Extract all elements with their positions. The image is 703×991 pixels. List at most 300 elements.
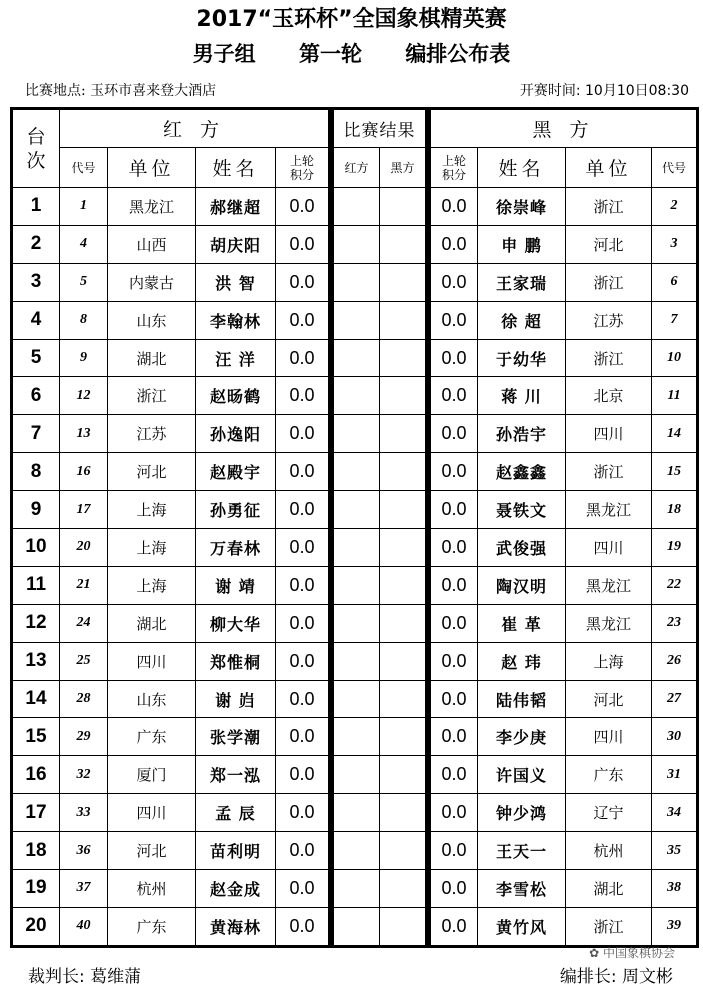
table-number: 16 bbox=[12, 756, 60, 794]
chief-judge-text: 裁判长: 葛维蒲 bbox=[28, 967, 142, 987]
black-score: 0.0 bbox=[430, 642, 478, 680]
red-code: 1 bbox=[60, 188, 108, 226]
result-row bbox=[333, 832, 427, 870]
table-number: 5 bbox=[12, 339, 60, 377]
table-number: 6 bbox=[12, 377, 60, 415]
black-code: 7 bbox=[652, 301, 698, 339]
red-prev-score-header-text: 上轮积分 bbox=[290, 153, 315, 182]
black-code-header: 代号 bbox=[652, 148, 698, 188]
red-unit: 黑龙江 bbox=[108, 188, 196, 226]
red-score: 0.0 bbox=[276, 718, 330, 756]
black-result-cell bbox=[380, 756, 427, 794]
black-name: 赵鑫鑫 bbox=[478, 453, 566, 491]
black-result-cell bbox=[380, 529, 427, 567]
black-code: 27 bbox=[652, 680, 698, 718]
red-side-table bbox=[10, 107, 331, 948]
black-unit: 黑龙江 bbox=[566, 604, 652, 642]
table-number: 8 bbox=[12, 453, 60, 491]
red-code: 40 bbox=[60, 907, 108, 946]
table-number: 10 bbox=[12, 529, 60, 567]
red-result-cell bbox=[333, 756, 380, 794]
black-result-cell bbox=[380, 642, 427, 680]
red-result-cell bbox=[333, 604, 380, 642]
table-number: 19 bbox=[12, 870, 60, 908]
red-code: 37 bbox=[60, 870, 108, 908]
black-code: 35 bbox=[652, 832, 698, 870]
black-name: 申 鹏 bbox=[478, 225, 566, 263]
result-row bbox=[333, 794, 427, 832]
table-row bbox=[12, 756, 330, 794]
black-code: 15 bbox=[652, 453, 698, 491]
table-row bbox=[430, 832, 698, 870]
table-row bbox=[430, 339, 698, 377]
red-unit: 江苏 bbox=[108, 415, 196, 453]
red-code: 12 bbox=[60, 377, 108, 415]
red-unit: 四川 bbox=[108, 794, 196, 832]
red-code: 28 bbox=[60, 680, 108, 718]
result-row bbox=[333, 718, 427, 756]
red-result-cell bbox=[333, 680, 380, 718]
red-result-cell bbox=[333, 225, 380, 263]
black-result-cell bbox=[380, 415, 427, 453]
result-row bbox=[333, 604, 427, 642]
red-name: 李翰林 bbox=[196, 301, 276, 339]
table-row bbox=[12, 566, 330, 604]
black-unit: 杭州 bbox=[566, 832, 652, 870]
red-result-cell bbox=[333, 832, 380, 870]
black-unit: 江苏 bbox=[566, 301, 652, 339]
red-unit: 湖北 bbox=[108, 604, 196, 642]
red-unit: 河北 bbox=[108, 453, 196, 491]
red-score: 0.0 bbox=[276, 680, 330, 718]
table-row bbox=[430, 642, 698, 680]
black-unit: 浙江 bbox=[566, 188, 652, 226]
red-code: 36 bbox=[60, 832, 108, 870]
black-name: 钟少鸿 bbox=[478, 794, 566, 832]
result-row bbox=[333, 339, 427, 377]
table-number: 9 bbox=[12, 491, 60, 529]
group-label: 男子组 bbox=[192, 42, 256, 66]
red-name: 谢 靖 bbox=[196, 566, 276, 604]
black-score: 0.0 bbox=[430, 756, 478, 794]
black-score: 0.0 bbox=[430, 566, 478, 604]
red-result-cell bbox=[333, 870, 380, 908]
result-row bbox=[333, 415, 427, 453]
red-score: 0.0 bbox=[276, 870, 330, 908]
black-side-header: 黑 方 bbox=[430, 109, 698, 148]
black-score: 0.0 bbox=[430, 377, 478, 415]
result-row bbox=[333, 566, 427, 604]
red-unit: 湖北 bbox=[108, 339, 196, 377]
red-code: 17 bbox=[60, 491, 108, 529]
black-prev-score-header bbox=[430, 148, 478, 188]
red-prev-score-header bbox=[276, 148, 330, 188]
result-row bbox=[333, 680, 427, 718]
red-unit: 浙江 bbox=[108, 377, 196, 415]
black-unit: 四川 bbox=[566, 529, 652, 567]
table-row bbox=[430, 907, 698, 946]
red-score: 0.0 bbox=[276, 529, 330, 567]
result-row bbox=[333, 907, 427, 946]
red-score: 0.0 bbox=[276, 415, 330, 453]
red-name: 郑一泓 bbox=[196, 756, 276, 794]
table-name-label: 编排公布表 bbox=[405, 42, 511, 66]
black-result-cell bbox=[380, 188, 427, 226]
black-unit: 浙江 bbox=[566, 453, 652, 491]
red-code: 16 bbox=[60, 453, 108, 491]
result-row bbox=[333, 377, 427, 415]
red-code: 33 bbox=[60, 794, 108, 832]
black-unit: 北京 bbox=[566, 377, 652, 415]
table-number-header-text: 台次 bbox=[26, 125, 46, 172]
red-result-cell bbox=[333, 377, 380, 415]
black-score: 0.0 bbox=[430, 529, 478, 567]
red-unit: 山东 bbox=[108, 680, 196, 718]
table-row bbox=[12, 188, 330, 226]
table-row bbox=[430, 301, 698, 339]
black-result-cell bbox=[380, 680, 427, 718]
black-result-cell bbox=[380, 225, 427, 263]
round-label: 第一轮 bbox=[299, 42, 362, 66]
red-code: 4 bbox=[60, 225, 108, 263]
black-name: 陶汉明 bbox=[478, 566, 566, 604]
table-row bbox=[12, 718, 330, 756]
red-score: 0.0 bbox=[276, 794, 330, 832]
red-name: 赵殿宇 bbox=[196, 453, 276, 491]
table-number: 7 bbox=[12, 415, 60, 453]
red-unit: 广东 bbox=[108, 907, 196, 946]
red-result-cell bbox=[333, 566, 380, 604]
table-number: 20 bbox=[12, 907, 60, 946]
table-row bbox=[430, 529, 698, 567]
red-score: 0.0 bbox=[276, 225, 330, 263]
red-result-cell bbox=[333, 529, 380, 567]
black-name: 武俊强 bbox=[478, 529, 566, 567]
black-unit: 广东 bbox=[566, 756, 652, 794]
black-code: 10 bbox=[652, 339, 698, 377]
result-row bbox=[333, 301, 427, 339]
red-name: 黄海林 bbox=[196, 907, 276, 946]
black-name: 徐 超 bbox=[478, 301, 566, 339]
table-number: 4 bbox=[12, 301, 60, 339]
result-row bbox=[333, 453, 427, 491]
black-score: 0.0 bbox=[430, 415, 478, 453]
result-header: 比赛结果 bbox=[333, 109, 427, 148]
black-score: 0.0 bbox=[430, 263, 478, 301]
table-row bbox=[430, 263, 698, 301]
black-code: 11 bbox=[652, 377, 698, 415]
red-code: 9 bbox=[60, 339, 108, 377]
black-code: 26 bbox=[652, 642, 698, 680]
black-name-header: 姓名 bbox=[478, 148, 566, 188]
black-score: 0.0 bbox=[430, 491, 478, 529]
red-unit: 山西 bbox=[108, 225, 196, 263]
red-name: 张学潮 bbox=[196, 718, 276, 756]
black-code: 34 bbox=[652, 794, 698, 832]
black-code: 39 bbox=[652, 907, 698, 946]
result-row bbox=[333, 491, 427, 529]
black-code: 38 bbox=[652, 870, 698, 908]
red-name: 赵金成 bbox=[196, 870, 276, 908]
black-result-cell bbox=[380, 491, 427, 529]
red-code: 32 bbox=[60, 756, 108, 794]
table-row bbox=[12, 453, 330, 491]
black-name: 陆伟韬 bbox=[478, 680, 566, 718]
black-unit-header: 单位 bbox=[566, 148, 652, 188]
black-name: 王家瑞 bbox=[478, 263, 566, 301]
table-row bbox=[12, 415, 330, 453]
table-row bbox=[12, 642, 330, 680]
black-unit: 四川 bbox=[566, 415, 652, 453]
black-side-table bbox=[428, 107, 699, 948]
table-row bbox=[430, 794, 698, 832]
red-name: 柳大华 bbox=[196, 604, 276, 642]
page-title: 2017“玉环杯”全国象棋精英赛 bbox=[196, 7, 507, 32]
black-result-cell bbox=[380, 604, 427, 642]
black-code: 3 bbox=[652, 225, 698, 263]
black-name: 黄竹风 bbox=[478, 907, 566, 946]
black-name: 徐崇峰 bbox=[478, 188, 566, 226]
black-code: 23 bbox=[652, 604, 698, 642]
black-score: 0.0 bbox=[430, 832, 478, 870]
black-score: 0.0 bbox=[430, 794, 478, 832]
red-score: 0.0 bbox=[276, 604, 330, 642]
black-unit: 上海 bbox=[566, 642, 652, 680]
result-row bbox=[333, 642, 427, 680]
black-score: 0.0 bbox=[430, 870, 478, 908]
result-row bbox=[333, 870, 427, 908]
table-number: 1 bbox=[12, 188, 60, 226]
red-name: 谢 岿 bbox=[196, 680, 276, 718]
red-score: 0.0 bbox=[276, 832, 330, 870]
red-name: 洪 智 bbox=[196, 263, 276, 301]
table-number: 3 bbox=[12, 263, 60, 301]
red-unit: 上海 bbox=[108, 491, 196, 529]
black-result-cell bbox=[380, 377, 427, 415]
black-score: 0.0 bbox=[430, 188, 478, 226]
black-code: 22 bbox=[652, 566, 698, 604]
red-result-cell bbox=[333, 907, 380, 946]
black-unit: 河北 bbox=[566, 680, 652, 718]
black-name: 蒋 川 bbox=[478, 377, 566, 415]
red-result-cell bbox=[333, 415, 380, 453]
table-row bbox=[430, 377, 698, 415]
red-unit: 广东 bbox=[108, 718, 196, 756]
black-code: 6 bbox=[652, 263, 698, 301]
red-code: 5 bbox=[60, 263, 108, 301]
result-row bbox=[333, 529, 427, 567]
red-code: 8 bbox=[60, 301, 108, 339]
black-name: 于幼华 bbox=[478, 339, 566, 377]
black-score: 0.0 bbox=[430, 907, 478, 946]
black-prev-score-header-text: 上轮积分 bbox=[441, 153, 466, 182]
red-result-cell bbox=[333, 491, 380, 529]
start-time-text: 开赛时间: 10月10日08:30 bbox=[519, 83, 689, 99]
black-code: 30 bbox=[652, 718, 698, 756]
red-name: 孟 辰 bbox=[196, 794, 276, 832]
red-name: 胡庆阳 bbox=[196, 225, 276, 263]
red-score: 0.0 bbox=[276, 301, 330, 339]
red-name: 郝继超 bbox=[196, 188, 276, 226]
red-name: 汪 洋 bbox=[196, 339, 276, 377]
table-row bbox=[12, 832, 330, 870]
red-code: 29 bbox=[60, 718, 108, 756]
red-unit: 厦门 bbox=[108, 756, 196, 794]
table-row bbox=[430, 756, 698, 794]
table-number: 18 bbox=[12, 832, 60, 870]
black-unit: 河北 bbox=[566, 225, 652, 263]
table-row bbox=[430, 491, 698, 529]
red-result-cell bbox=[333, 188, 380, 226]
black-unit: 四川 bbox=[566, 718, 652, 756]
black-name: 赵 玮 bbox=[478, 642, 566, 680]
table-row bbox=[430, 680, 698, 718]
red-score: 0.0 bbox=[276, 453, 330, 491]
table-number: 11 bbox=[12, 566, 60, 604]
black-unit: 浙江 bbox=[566, 339, 652, 377]
red-code: 24 bbox=[60, 604, 108, 642]
table-number: 12 bbox=[12, 604, 60, 642]
black-code: 2 bbox=[652, 188, 698, 226]
black-code: 18 bbox=[652, 491, 698, 529]
black-result-cell bbox=[380, 301, 427, 339]
red-unit: 河北 bbox=[108, 832, 196, 870]
table-number: 13 bbox=[12, 642, 60, 680]
page-subtitle bbox=[0, 38, 703, 68]
table-row bbox=[430, 188, 698, 226]
red-code: 13 bbox=[60, 415, 108, 453]
black-name: 孙浩宇 bbox=[478, 415, 566, 453]
table-row bbox=[430, 870, 698, 908]
black-unit: 浙江 bbox=[566, 907, 652, 946]
red-unit: 山东 bbox=[108, 301, 196, 339]
black-score: 0.0 bbox=[430, 225, 478, 263]
table-row bbox=[12, 794, 330, 832]
table-row bbox=[12, 301, 330, 339]
table-row bbox=[12, 870, 330, 908]
black-unit: 辽宁 bbox=[566, 794, 652, 832]
black-result-cell bbox=[380, 832, 427, 870]
red-unit: 杭州 bbox=[108, 870, 196, 908]
result-row bbox=[333, 188, 427, 226]
red-name: 孙逸阳 bbox=[196, 415, 276, 453]
table-row bbox=[12, 529, 330, 567]
black-code: 31 bbox=[652, 756, 698, 794]
red-result-cell bbox=[333, 339, 380, 377]
black-result-header: 黑方 bbox=[380, 148, 427, 188]
table-row bbox=[12, 263, 330, 301]
red-score: 0.0 bbox=[276, 907, 330, 946]
black-score: 0.0 bbox=[430, 718, 478, 756]
red-score: 0.0 bbox=[276, 491, 330, 529]
black-result-cell bbox=[380, 718, 427, 756]
black-score: 0.0 bbox=[430, 680, 478, 718]
red-code: 20 bbox=[60, 529, 108, 567]
red-name-header: 姓名 bbox=[196, 148, 276, 188]
red-result-cell bbox=[333, 642, 380, 680]
table-row bbox=[12, 604, 330, 642]
red-score: 0.0 bbox=[276, 377, 330, 415]
red-score: 0.0 bbox=[276, 263, 330, 301]
black-result-cell bbox=[380, 453, 427, 491]
table-row bbox=[430, 566, 698, 604]
table-row bbox=[12, 907, 330, 946]
red-name: 孙勇征 bbox=[196, 491, 276, 529]
red-code: 21 bbox=[60, 566, 108, 604]
table-row bbox=[12, 491, 330, 529]
black-name: 李少庚 bbox=[478, 718, 566, 756]
red-code-header: 代号 bbox=[60, 148, 108, 188]
red-result-cell bbox=[333, 453, 380, 491]
black-code: 19 bbox=[652, 529, 698, 567]
red-score: 0.0 bbox=[276, 188, 330, 226]
red-result-cell bbox=[333, 718, 380, 756]
watermark-label: 中国象棋协会 bbox=[602, 946, 675, 960]
table-row bbox=[430, 415, 698, 453]
black-name: 崔 革 bbox=[478, 604, 566, 642]
black-result-cell bbox=[380, 263, 427, 301]
black-name: 王天一 bbox=[478, 832, 566, 870]
black-result-cell bbox=[380, 794, 427, 832]
black-unit: 黑龙江 bbox=[566, 566, 652, 604]
table-row bbox=[12, 225, 330, 263]
red-unit: 四川 bbox=[108, 642, 196, 680]
red-score: 0.0 bbox=[276, 642, 330, 680]
black-result-cell bbox=[380, 870, 427, 908]
black-result-cell bbox=[380, 566, 427, 604]
table-number-header bbox=[12, 109, 60, 188]
table-row bbox=[12, 680, 330, 718]
red-score: 0.0 bbox=[276, 566, 330, 604]
table-row bbox=[430, 604, 698, 642]
table-row bbox=[430, 718, 698, 756]
red-result-cell bbox=[333, 301, 380, 339]
black-unit: 湖北 bbox=[566, 870, 652, 908]
red-unit: 上海 bbox=[108, 566, 196, 604]
table-row bbox=[430, 225, 698, 263]
watermark-text: ✿ 中国象棋协会 bbox=[589, 946, 675, 960]
red-score: 0.0 bbox=[276, 339, 330, 377]
black-unit: 浙江 bbox=[566, 263, 652, 301]
table-row bbox=[12, 339, 330, 377]
red-score: 0.0 bbox=[276, 756, 330, 794]
red-unit-header: 单位 bbox=[108, 148, 196, 188]
table-row bbox=[12, 377, 330, 415]
black-result-cell bbox=[380, 907, 427, 946]
black-unit: 黑龙江 bbox=[566, 491, 652, 529]
table-number: 17 bbox=[12, 794, 60, 832]
black-name: 李雪松 bbox=[478, 870, 566, 908]
black-score: 0.0 bbox=[430, 604, 478, 642]
red-result-header: 红方 bbox=[333, 148, 380, 188]
result-row bbox=[333, 263, 427, 301]
result-row bbox=[333, 225, 427, 263]
black-score: 0.0 bbox=[430, 301, 478, 339]
table-number: 15 bbox=[12, 718, 60, 756]
result-row bbox=[333, 756, 427, 794]
black-code: 14 bbox=[652, 415, 698, 453]
red-side-header: 红 方 bbox=[60, 109, 330, 148]
red-result-cell bbox=[333, 263, 380, 301]
table-row bbox=[430, 453, 698, 491]
black-score: 0.0 bbox=[430, 339, 478, 377]
red-name: 苗利明 bbox=[196, 832, 276, 870]
black-name: 聂铁文 bbox=[478, 491, 566, 529]
red-unit: 内蒙古 bbox=[108, 263, 196, 301]
result-table bbox=[331, 107, 428, 948]
red-unit: 上海 bbox=[108, 529, 196, 567]
red-result-cell bbox=[333, 794, 380, 832]
